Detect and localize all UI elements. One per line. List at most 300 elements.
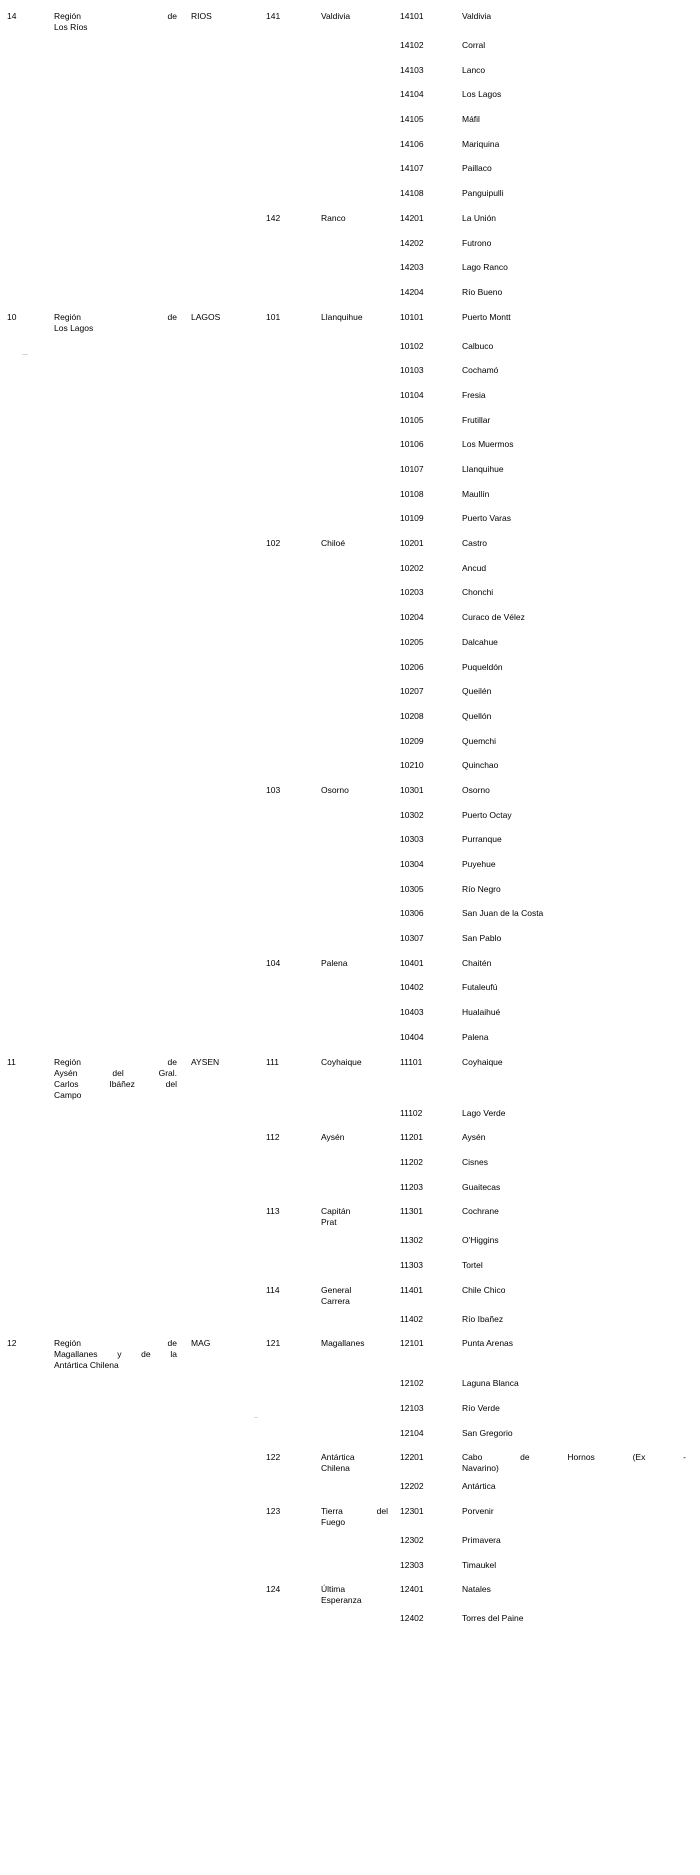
table-row [0, 1125, 700, 1150]
region-abbreviation-empty [189, 531, 264, 556]
commune-code: 12401 [400, 1584, 424, 1595]
table-row [0, 334, 700, 359]
province-code-empty [264, 1421, 319, 1446]
commune-name: Los Lagos [462, 89, 502, 100]
region-abbreviation-empty [189, 926, 264, 951]
province-name-empty [319, 753, 398, 778]
province-code: 114 [266, 1284, 280, 1295]
commune-name: Corral [462, 40, 486, 50]
commune-code: 11301 [400, 1206, 424, 1217]
table-row [0, 1101, 700, 1126]
region-code-empty [0, 1371, 52, 1396]
province-code-empty [264, 630, 319, 655]
province-code: 101 [266, 311, 281, 322]
regions-communes-table [0, 4, 700, 1631]
commune-code: 11102 [400, 1107, 423, 1118]
region-name-empty [52, 358, 189, 383]
province-code-empty [264, 482, 319, 507]
table-row [0, 1445, 700, 1474]
province-name-empty [319, 1253, 398, 1278]
province-code-empty [264, 901, 319, 926]
commune-name: Fresia [462, 389, 486, 400]
commune-name: Valdivia [462, 11, 492, 21]
commune-name: Cabo de Hornos (Ex - Navarino) [462, 1452, 686, 1474]
region-code-empty [0, 1228, 52, 1253]
commune-name: Puerto Montt [462, 311, 511, 322]
province-code: 113 [266, 1206, 280, 1217]
table-row [0, 383, 700, 408]
commune-name: Ancud [462, 562, 487, 573]
province-code: 121 [266, 1338, 281, 1349]
table-row [0, 729, 700, 754]
province-name-empty [319, 901, 398, 926]
region-code-empty [0, 605, 52, 630]
commune-name: Lanco [462, 64, 486, 75]
province-code-empty [264, 457, 319, 482]
commune-code: 11101 [400, 1056, 423, 1067]
commune-name: Queilén [462, 686, 492, 697]
table-row [0, 753, 700, 778]
table-row [0, 679, 700, 704]
province-code-empty [264, 1101, 319, 1126]
commune-name: Llanquihue [462, 464, 504, 474]
region-name-empty [52, 1025, 189, 1050]
region-name-empty [52, 156, 189, 181]
commune-name: Aysén [462, 1132, 486, 1143]
table-row [0, 181, 700, 206]
region-abbreviation-empty [189, 1445, 264, 1474]
region-abbreviation-empty [189, 778, 264, 803]
commune-code: 14107 [400, 163, 424, 174]
region-name-empty [52, 1228, 189, 1253]
province-name-empty [319, 506, 398, 531]
region-code-empty [0, 1499, 52, 1528]
region-abbreviation-empty [189, 1371, 264, 1396]
region-abbreviation-empty [189, 753, 264, 778]
table-row [0, 951, 700, 976]
region-abbreviation-empty [189, 556, 264, 581]
province-name-empty [319, 1150, 398, 1175]
commune-name: Puqueldón [462, 661, 503, 672]
commune-code: 10402 [400, 982, 424, 993]
region-abbreviation: AYSEN [191, 1056, 220, 1067]
province-name-empty [319, 156, 398, 181]
region-abbreviation-empty [189, 729, 264, 754]
region-abbreviation-empty [189, 482, 264, 507]
province-name-empty [319, 1606, 398, 1631]
commune-code: 10106 [400, 439, 424, 450]
region-code-empty [0, 1000, 52, 1025]
region-abbreviation-empty [189, 630, 264, 655]
commune-code: 11201 [400, 1132, 424, 1143]
table-row [0, 1253, 700, 1278]
region-code-empty [0, 852, 52, 877]
province-name: Aysén [321, 1132, 345, 1143]
province-name-empty [319, 877, 398, 902]
region-name-empty [52, 531, 189, 556]
region-name: Región de Magallanes y de la Antártica Chilena [54, 1338, 177, 1371]
commune-code: 10104 [400, 389, 424, 400]
commune-name: Río Ibañez [462, 1313, 504, 1324]
region-code-empty [0, 82, 52, 107]
region-name-empty [52, 1577, 189, 1606]
commune-name: Puerto Octay [462, 809, 512, 820]
page-artifact-mark-2 [254, 1417, 258, 1418]
region-abbreviation-empty [189, 975, 264, 1000]
province-name-empty [319, 803, 398, 828]
commune-name: Máfil [462, 114, 480, 125]
region-abbreviation-empty [189, 655, 264, 680]
table-row [0, 1150, 700, 1175]
region-abbreviation-empty [189, 334, 264, 359]
table-row [0, 305, 700, 334]
region-code-empty [0, 1577, 52, 1606]
commune-code: 10107 [400, 464, 424, 474]
region-code-empty [0, 1307, 52, 1332]
province-code-empty [264, 1528, 319, 1553]
commune-code: 12103 [400, 1403, 424, 1413]
commune-code: 14201 [400, 212, 424, 223]
province-name-empty [319, 1371, 398, 1396]
province-code-empty [264, 1253, 319, 1278]
commune-code: 10103 [400, 365, 424, 376]
table-row [0, 482, 700, 507]
province-name-empty [319, 82, 398, 107]
commune-name: Tortel [462, 1259, 483, 1270]
region-name-empty [52, 630, 189, 655]
region-abbreviation-empty [189, 877, 264, 902]
commune-code: 12402 [400, 1613, 424, 1624]
province-code: 112 [266, 1132, 280, 1143]
region-code-empty [0, 482, 52, 507]
table-row [0, 1577, 700, 1606]
table-row [0, 1278, 700, 1307]
table-row [0, 803, 700, 828]
region-name-empty [52, 1125, 189, 1150]
commune-code: 10105 [400, 414, 424, 425]
region-code-empty [0, 1253, 52, 1278]
region-name-empty [52, 334, 189, 359]
region-code-empty [0, 926, 52, 951]
province-code-empty [264, 383, 319, 408]
table-row [0, 432, 700, 457]
province-code-empty [264, 1025, 319, 1050]
region-name-empty [52, 482, 189, 507]
region-abbreviation-empty [189, 1228, 264, 1253]
region-abbreviation-empty [189, 1175, 264, 1200]
commune-code: 14204 [400, 286, 424, 297]
region-abbreviation-empty [189, 408, 264, 433]
province-name: Osorno [321, 784, 349, 795]
province-name-empty [319, 1175, 398, 1200]
region-name-empty [52, 1150, 189, 1175]
region-code-empty [0, 1474, 52, 1499]
province-name-empty [319, 58, 398, 83]
commune-code: 10404 [400, 1031, 424, 1042]
table-row [0, 580, 700, 605]
commune-name: Chile Chico [462, 1284, 506, 1295]
region-abbreviation-empty [189, 1606, 264, 1631]
commune-code: 10301 [400, 784, 424, 795]
region-code-empty [0, 181, 52, 206]
province-name-empty [319, 1421, 398, 1446]
commune-name: Osorno [462, 784, 490, 795]
commune-code: 10210 [400, 760, 424, 771]
region-name-empty [52, 82, 189, 107]
commune-name: Timaukel [462, 1559, 497, 1570]
commune-name: Frutillar [462, 414, 491, 425]
province-code-empty [264, 1474, 319, 1499]
province-name-empty [319, 630, 398, 655]
region-code-empty [0, 383, 52, 408]
region-code-empty [0, 679, 52, 704]
region-abbreviation-empty [189, 457, 264, 482]
region-code: 11 [7, 1056, 16, 1067]
province-code-empty [264, 877, 319, 902]
region-code: 12 [7, 1338, 17, 1349]
commune-name: Calbuco [462, 340, 494, 351]
region-code: 14 [7, 11, 17, 21]
region-code-empty [0, 803, 52, 828]
province-code-empty [264, 753, 319, 778]
commune-code: 11202 [400, 1156, 424, 1167]
region-name-empty [52, 1445, 189, 1474]
table-row [0, 1050, 700, 1101]
province-name-empty [319, 107, 398, 132]
province-name-empty [319, 605, 398, 630]
table-row [0, 630, 700, 655]
commune-code: 10205 [400, 636, 424, 647]
commune-name: Cochamó [462, 365, 499, 376]
province-name: Última Esperanza [321, 1584, 362, 1606]
province-name-empty [319, 1307, 398, 1332]
province-code-empty [264, 132, 319, 157]
province-name: Palena [321, 957, 348, 968]
region-name-empty [52, 1528, 189, 1553]
commune-name: O'Higgins [462, 1235, 499, 1246]
province-name: Ranco [321, 212, 346, 223]
province-name-empty [319, 704, 398, 729]
region-abbreviation-empty [189, 506, 264, 531]
province-code-empty [264, 704, 319, 729]
region-name-empty [52, 704, 189, 729]
province-name-empty [319, 358, 398, 383]
region-name-empty [52, 1553, 189, 1578]
commune-name: Quemchi [462, 735, 497, 746]
commune-code: 12101 [400, 1338, 424, 1349]
region-code-empty [0, 255, 52, 280]
province-name-empty [319, 432, 398, 457]
region-name-empty [52, 1396, 189, 1421]
table-row [0, 1371, 700, 1396]
province-name-empty [319, 132, 398, 157]
region-code-empty [0, 33, 52, 58]
province-name: Tierra del Fuego [321, 1506, 388, 1528]
region-name-empty [52, 605, 189, 630]
province-code-empty [264, 803, 319, 828]
region-name-empty [52, 1371, 189, 1396]
province-code: 123 [266, 1506, 281, 1517]
region-abbreviation-empty [189, 1474, 264, 1499]
region-code-empty [0, 1199, 52, 1228]
table-row [0, 1228, 700, 1253]
province-name-empty [319, 926, 398, 951]
region-code-empty [0, 580, 52, 605]
table-row [0, 1199, 700, 1228]
region-name-empty [52, 383, 189, 408]
region-abbreviation-empty [189, 1577, 264, 1606]
commune-name: Quellón [462, 710, 492, 721]
region-abbreviation-empty [189, 255, 264, 280]
commune-code: 10304 [400, 859, 424, 869]
commune-name: Guaitecas [462, 1181, 501, 1192]
region-code-empty [0, 778, 52, 803]
province-code: 142 [266, 212, 281, 223]
region-name-empty [52, 901, 189, 926]
commune-name: Antártica [462, 1481, 496, 1492]
province-code: 111 [266, 1056, 279, 1067]
commune-code: 10101 [400, 311, 424, 322]
province-name-empty [319, 679, 398, 704]
province-code-empty [264, 231, 319, 256]
region-name-empty [52, 580, 189, 605]
commune-code: 12202 [400, 1481, 424, 1492]
table-row [0, 1474, 700, 1499]
commune-name: Río Verde [462, 1403, 500, 1413]
commune-name: Lago Ranco [462, 262, 508, 273]
commune-name: Hualaihué [462, 1007, 501, 1018]
commune-name: Mariquina [462, 138, 500, 149]
province-code: 102 [266, 538, 281, 549]
province-code: 103 [266, 784, 281, 795]
commune-code: 12301 [400, 1506, 424, 1517]
province-name-empty [319, 231, 398, 256]
commune-code: 14108 [400, 188, 424, 199]
table-row [0, 655, 700, 680]
commune-name: Maullín [462, 488, 490, 499]
commune-name: Castro [462, 538, 488, 549]
province-name: General Carrera [321, 1284, 352, 1306]
region-code-empty [0, 531, 52, 556]
region-code-empty [0, 107, 52, 132]
province-name-empty [319, 975, 398, 1000]
province-code-empty [264, 1228, 319, 1253]
table-row [0, 852, 700, 877]
commune-code: 11401 [400, 1284, 424, 1295]
table-row [0, 206, 700, 231]
region-name-empty [52, 1000, 189, 1025]
region-name-empty [52, 1199, 189, 1228]
region-abbreviation-empty [189, 951, 264, 976]
province-code-empty [264, 280, 319, 305]
region-abbreviation-empty [189, 605, 264, 630]
province-code-empty [264, 1000, 319, 1025]
province-name-empty [319, 383, 398, 408]
region-abbreviation-empty [189, 132, 264, 157]
commune-code: 10206 [400, 661, 424, 672]
province-name-empty [319, 181, 398, 206]
province-name-empty [319, 827, 398, 852]
table-row [0, 531, 700, 556]
table-row [0, 107, 700, 132]
province-name-empty [319, 1101, 398, 1126]
commune-code: 10401 [400, 957, 424, 968]
region-name-empty [52, 1175, 189, 1200]
province-code-empty [264, 1175, 319, 1200]
region-abbreviation-empty [189, 1125, 264, 1150]
table-row [0, 778, 700, 803]
commune-code: 11203 [400, 1181, 424, 1192]
region-code-empty [0, 156, 52, 181]
region-name-empty [52, 1606, 189, 1631]
commune-name: Lago Verde [462, 1107, 506, 1118]
commune-code: 14102 [400, 40, 424, 50]
province-code-empty [264, 679, 319, 704]
province-name: Valdivia [321, 11, 351, 21]
table-row [0, 255, 700, 280]
region-code: 10 [7, 311, 17, 322]
province-code-empty [264, 1371, 319, 1396]
table-row [0, 704, 700, 729]
commune-name: Curaco de Vélez [462, 612, 525, 623]
table-row [0, 975, 700, 1000]
region-abbreviation-empty [189, 827, 264, 852]
region-code-empty [0, 655, 52, 680]
table-row [0, 457, 700, 482]
commune-name: La Unión [462, 212, 497, 223]
table-row [0, 877, 700, 902]
region-abbreviation-empty [189, 1150, 264, 1175]
region-code-empty [0, 1528, 52, 1553]
province-code-empty [264, 1307, 319, 1332]
region-code-empty [0, 206, 52, 231]
commune-code: 10305 [400, 883, 424, 894]
region-abbreviation-empty [189, 383, 264, 408]
region-code-empty [0, 1553, 52, 1578]
province-code-empty [264, 975, 319, 1000]
province-code: 141 [266, 11, 281, 21]
region-abbreviation-empty [189, 231, 264, 256]
region-abbreviation-empty [189, 1499, 264, 1528]
region-abbreviation-empty [189, 33, 264, 58]
region-code-empty [0, 630, 52, 655]
province-name-empty [319, 334, 398, 359]
region-abbreviation-empty [189, 1253, 264, 1278]
page-artifact-mark [22, 354, 28, 355]
region-code-empty [0, 1175, 52, 1200]
commune-code: 12302 [400, 1535, 424, 1546]
province-code-empty [264, 556, 319, 581]
table-row [0, 827, 700, 852]
commune-name: Purranque [462, 834, 502, 845]
commune-name: Los Muermos [462, 439, 514, 450]
region-code-empty [0, 704, 52, 729]
province-name: Capitán Prat [321, 1206, 351, 1228]
region-abbreviation-empty [189, 852, 264, 877]
region-name-empty [52, 753, 189, 778]
region-name-empty [52, 778, 189, 803]
region-name-empty [52, 132, 189, 157]
region-name-empty [52, 33, 189, 58]
commune-name: Río Bueno [462, 286, 503, 297]
table-row [0, 1000, 700, 1025]
region-abbreviation-empty [189, 107, 264, 132]
region-code-empty [0, 901, 52, 926]
province-code-empty [264, 156, 319, 181]
province-name-empty [319, 1396, 398, 1421]
table-row [0, 4, 700, 33]
province-name-empty [319, 1025, 398, 1050]
